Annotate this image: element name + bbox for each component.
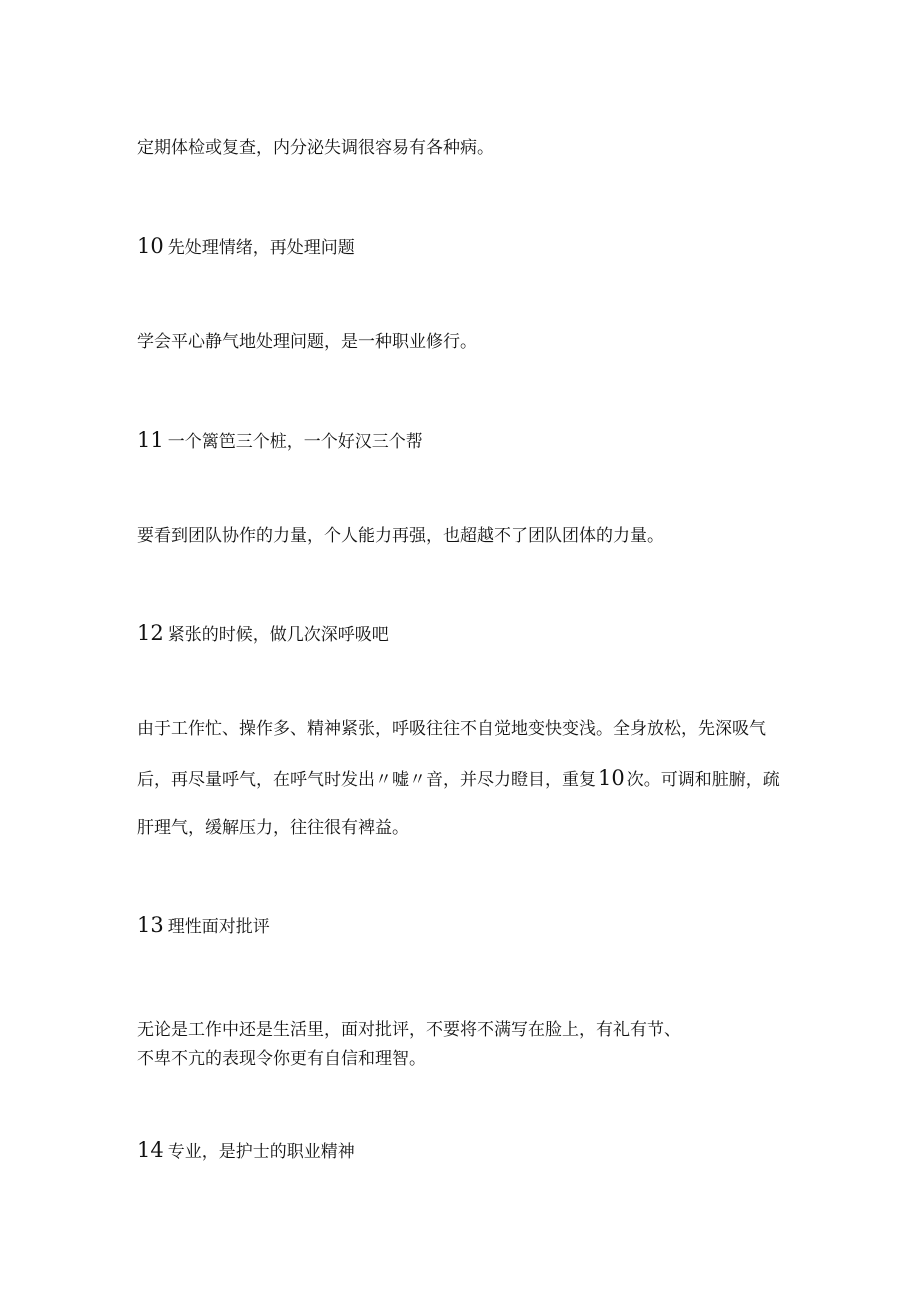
- paragraph-handle-problems: 学会平心静气地处理问题，是一种职业修行。: [137, 332, 477, 352]
- heading-13-number: 13: [137, 913, 164, 937]
- heading-12-number: 12: [137, 621, 164, 645]
- paragraph-teamwork: 要看到团队协作的力量，个人能力再强，也超越不了团队团体的力量。: [137, 526, 664, 546]
- heading-10-number: 10: [137, 234, 164, 258]
- heading-11-text: 一个篱笆三个桩，一个好汉三个帮: [167, 432, 423, 452]
- repeat-count-number: 10: [598, 766, 625, 790]
- breathing-text-after: 次。可调和脏腑，疏: [626, 770, 780, 790]
- heading-10-text: 先处理情绪，再处理问题: [167, 238, 355, 258]
- paragraph-health-checkup: 定期体检或复查，内分泌失调很容易有各种病。: [137, 138, 494, 158]
- heading-13: [137, 914, 270, 938]
- heading-11-number: 11: [137, 428, 164, 452]
- heading-14: [137, 1139, 355, 1163]
- heading-10: [137, 235, 355, 259]
- heading-12-text: 紧张的时候，做几次深呼吸吧: [167, 625, 389, 645]
- paragraph-criticism-line-1: 无论是工作中还是生活里，面对批评，不要将不满写在脸上，有礼有节、: [137, 1020, 681, 1040]
- paragraph-breathing-line-2: [137, 767, 780, 791]
- heading-11: [137, 429, 423, 453]
- heading-14-number: 14: [137, 1138, 164, 1162]
- breathing-text-before: 后，再尽量呼气，在呼气时发出〃嘘〃音，并尽力瞪目，重复: [137, 770, 596, 790]
- heading-12: [137, 622, 389, 646]
- paragraph-criticism-line-2: 不卑不亢的表现令你更有自信和理智。: [137, 1049, 426, 1069]
- paragraph-breathing-line-1: 由于工作忙、操作多、精神紧张，呼吸往往不自觉地变快变浅。全身放松，先深吸气: [137, 719, 766, 739]
- heading-13-text: 理性面对批评: [167, 917, 270, 937]
- heading-14-text: 专业，是护士的职业精神: [167, 1142, 355, 1162]
- paragraph-breathing-line-3: 肝理气，缓解压力，往往很有裨益。: [137, 818, 409, 838]
